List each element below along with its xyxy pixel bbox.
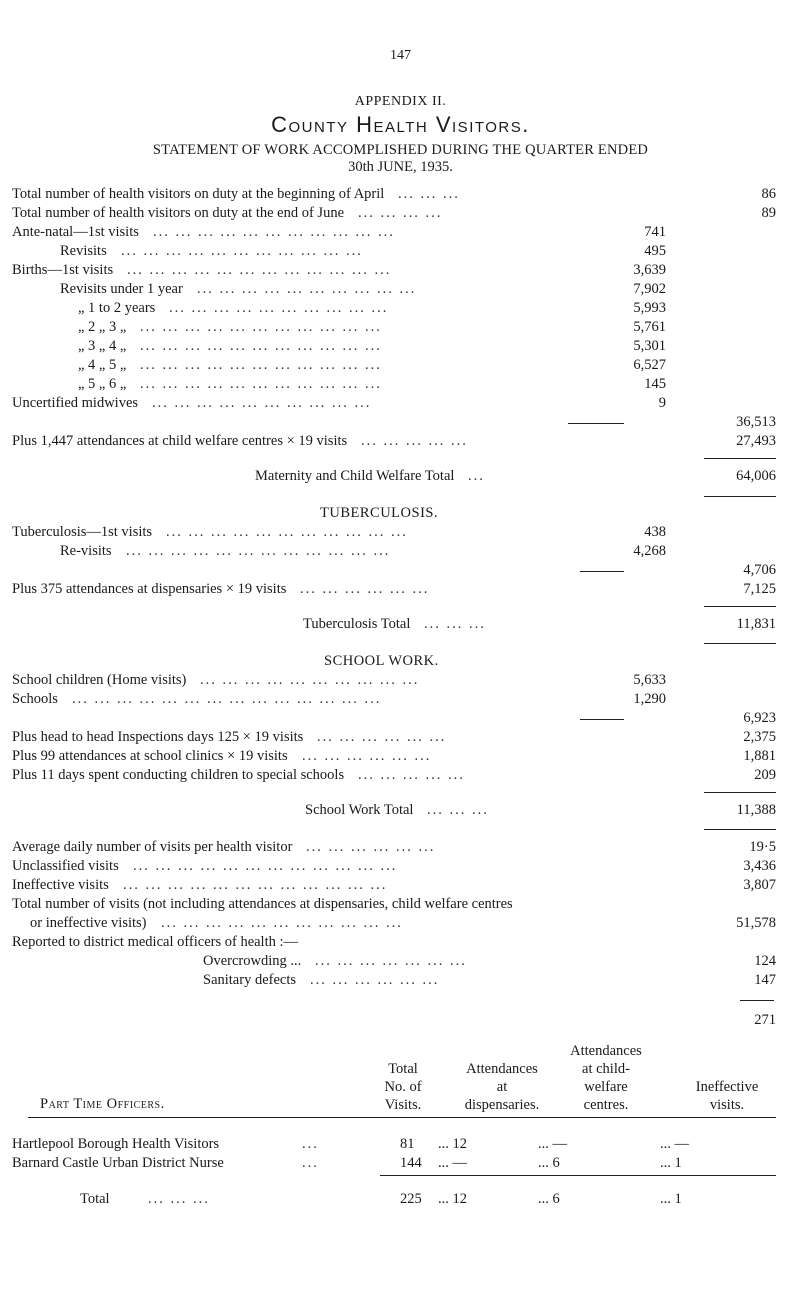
total-value: 27,493: [736, 433, 776, 449]
total-value: 147: [754, 972, 776, 988]
total-value: 89: [761, 205, 776, 221]
row-label: Schools: [12, 691, 58, 707]
row-label: Sanitary defects: [203, 972, 297, 988]
row-label: Plus 99 attendances at school clinics × 19 visits: [12, 748, 288, 764]
total-value: 3,436: [743, 858, 776, 874]
row-label: „ 5 „ 6 „: [78, 376, 127, 392]
table-cell: ... 12: [438, 1191, 467, 1207]
dot-leader: ... ... ... ... ... ...: [306, 839, 436, 855]
table-row-name: Barnard Castle Urban District Nurse: [12, 1155, 224, 1171]
row-label: Overcrowding ...: [203, 953, 302, 969]
dot-leader: ... ... ... ... ... ...: [300, 581, 430, 597]
row-label: Reported to district medical officers of health :—: [12, 934, 299, 950]
total-value: 209: [754, 767, 776, 783]
total-value: 19·5: [749, 839, 776, 855]
row-label: Revisits: [60, 243, 107, 259]
table-column-header: Ineffective visits.: [695, 1079, 759, 1113]
total-value: 11,831: [736, 616, 776, 632]
row-label: Total number of visits (not including attendances at dispensaries, child welfare centres: [12, 896, 513, 912]
row-label: Tuberculosis Total: [303, 616, 411, 632]
dot-leader: ... ... ... ... ... ... ... ... ... ... ...: [153, 224, 395, 240]
table-cell: ... 1: [660, 1155, 682, 1171]
total-value: 1,881: [743, 748, 776, 764]
section-heading: TUBERCULOSIS.: [320, 505, 439, 521]
table-cell: 225: [400, 1191, 422, 1207]
dot-leader: ... ... ... ... ... ...: [310, 972, 440, 988]
subcount-value: 145: [644, 376, 666, 392]
row-label: Total number of health visitors on duty at the beginning of April: [12, 186, 385, 202]
row-label: Revisits under 1 year: [60, 281, 183, 297]
dot-leader: ... ... ...: [148, 1191, 210, 1207]
dot-leader: ... ... ...: [398, 186, 460, 202]
subcount-value: 5,633: [633, 672, 666, 688]
table-cell: ... 1: [660, 1191, 682, 1207]
row-label: Re-visits: [60, 543, 112, 559]
dot-leader: ...: [468, 468, 485, 484]
dot-leader: ... ... ... ... ... ...: [317, 729, 447, 745]
dot-leader: ... ... ...: [424, 616, 486, 632]
table-cell: 81: [400, 1136, 415, 1152]
dot-leader: ... ... ... ... ... ...: [302, 748, 432, 764]
subcount-value: 1,290: [633, 691, 666, 707]
table-cell: ... —: [438, 1155, 467, 1171]
subcount-value: 5,301: [633, 338, 666, 354]
subcount-value: 495: [644, 243, 666, 259]
row-label: or ineffective visits): [30, 915, 147, 931]
total-rule: [704, 643, 776, 644]
statement-heading: STATEMENT OF WORK ACCOMPLISHED DURING THE QUARTER ENDED: [152, 142, 649, 158]
row-label: Plus 375 attendances at dispensaries × 19 visits: [12, 581, 287, 597]
dot-leader: ... ... ... ... ... ... ... ... ... ... ...: [140, 357, 382, 373]
dot-leader: ... ... ...: [427, 802, 489, 818]
total-value: 36,513: [736, 414, 776, 430]
subcount-value: 9: [658, 395, 666, 411]
row-label: Births—1st visits: [12, 262, 114, 278]
row-label: Average daily number of visits per health visitor: [12, 839, 293, 855]
dot-leader: ... ... ... ... ...: [358, 767, 465, 783]
row-label: Unclassified visits: [12, 858, 119, 874]
subcount-value: 3,639: [633, 262, 666, 278]
total-value: 7,125: [743, 581, 776, 597]
row-label: Maternity and Child Welfare Total: [255, 468, 455, 484]
subcount-value: 4,268: [633, 543, 666, 559]
dot-leader: ... ... ... ... ... ... ... ... ... ...: [169, 300, 389, 316]
total-value: 2,375: [743, 729, 776, 745]
subcount-value: 438: [644, 524, 666, 540]
subcount-value: 7,902: [633, 281, 666, 297]
row-label: Plus head to head Inspections days 125 × 19 visits: [12, 729, 304, 745]
row-label: „ 2 „ 3 „: [78, 319, 127, 335]
dot-leader: ... ... ... ... ... ... ... ... ... ... ...: [140, 338, 382, 354]
total-value: 6,923: [743, 710, 776, 726]
table-total-rule: [380, 1175, 776, 1176]
total-rule: [704, 606, 776, 607]
page-title: County Health Visitors.: [271, 112, 530, 137]
dot-leader: ...: [302, 1136, 319, 1152]
dot-leader: ... ... ... ... ... ... ... ... ... ... ... ...: [123, 877, 388, 893]
row-label: Total number of health visitors on duty at the end of June: [12, 205, 345, 221]
subtotal-dash: [568, 423, 624, 424]
subcount-value: 5,761: [633, 319, 666, 335]
row-label: „ 1 to 2 years: [78, 300, 156, 316]
total-rule: [704, 458, 776, 459]
dot-leader: ... ... ... ... ... ... ... ... ... ... ... ... ... ...: [72, 691, 382, 707]
table-cell: ... 12: [438, 1136, 467, 1152]
section-heading: SCHOOL WORK.: [324, 653, 439, 669]
table-cell: ... —: [538, 1136, 567, 1152]
total-value: 3,807: [743, 877, 776, 893]
total-rule: [704, 792, 776, 793]
table-cell: 144: [400, 1155, 422, 1171]
total-value: 11,388: [736, 802, 776, 818]
row-label: „ 3 „ 4 „: [78, 338, 127, 354]
subcount-value: 5,993: [633, 300, 666, 316]
total-rule: [704, 496, 776, 497]
dot-leader: ... ... ... ... ... ... ... ... ... ... ... ...: [133, 858, 398, 874]
table-cell: ... 6: [538, 1191, 560, 1207]
dot-leader: ... ... ... ... ... ... ... ... ... ...: [197, 281, 417, 297]
total-value: 64,006: [736, 468, 776, 484]
dot-leader: ... ... ... ... ... ... ... ... ... ... ...: [140, 376, 382, 392]
total-rule: [704, 829, 776, 830]
dot-leader: ... ... ... ... ... ... ...: [315, 953, 467, 969]
table-column-header: Attendances at child- welfare centres.: [570, 1043, 642, 1113]
table-column-header: Total No. of Visits.: [384, 1061, 422, 1113]
total-value: 86: [761, 186, 776, 202]
subtotal-dash: [580, 571, 624, 572]
table-stub-header: Part Time Officers.: [40, 1096, 165, 1112]
total-rule: [740, 1000, 774, 1001]
table-header-rule: [28, 1117, 776, 1118]
dot-leader: ... ... ... ... ... ... ... ... ... ... ... ...: [126, 543, 391, 559]
total-value: 124: [754, 953, 776, 969]
dot-leader: ...: [302, 1155, 319, 1171]
dot-leader: ... ... ... ... ... ... ... ... ... ... ...: [140, 319, 382, 335]
total-value: 51,578: [736, 915, 776, 931]
row-label: Plus 1,447 attendances at child welfare centres × 19 visits: [12, 433, 348, 449]
dot-leader: ... ... ... ... ... ... ... ... ... ...: [200, 672, 420, 688]
subcount-value: 6,527: [633, 357, 666, 373]
dot-leader: ... ... ... ...: [358, 205, 443, 221]
table-column-header: Attendances at dispensaries.: [464, 1061, 540, 1113]
total-value: 271: [754, 1012, 776, 1028]
table-cell: ... 6: [538, 1155, 560, 1171]
page-number: 147: [390, 48, 411, 63]
table-row-name: Hartlepool Borough Health Visitors: [12, 1136, 220, 1152]
appendix-heading: APPENDIX II.: [354, 94, 447, 109]
dot-leader: ... ... ... ... ... ... ... ... ... ... ... ...: [127, 262, 392, 278]
row-label: School children (Home visits): [12, 672, 187, 688]
dot-leader: ... ... ... ... ... ... ... ... ... ...: [152, 395, 372, 411]
statement-date: 30th JUNE, 1935.: [348, 159, 453, 175]
row-label: Ante-natal—1st visits: [12, 224, 139, 240]
dot-leader: ... ... ... ... ... ... ... ... ... ... ...: [161, 915, 403, 931]
subtotal-dash: [580, 719, 624, 720]
table-row-name: Total: [80, 1191, 110, 1207]
total-value: 4,706: [743, 562, 776, 578]
row-label: Ineffective visits: [12, 877, 109, 893]
subcount-value: 741: [644, 224, 666, 240]
row-label: Plus 11 days spent conducting children to special schools: [12, 767, 345, 783]
dot-leader: ... ... ... ... ... ... ... ... ... ... ...: [166, 524, 408, 540]
table-cell: ... —: [660, 1136, 689, 1152]
row-label: „ 4 „ 5 „: [78, 357, 127, 373]
row-label: Uncertified midwives: [12, 395, 139, 411]
dot-leader: ... ... ... ... ... ... ... ... ... ... ...: [121, 243, 363, 259]
dot-leader: ... ... ... ... ...: [361, 433, 468, 449]
row-label: Tuberculosis—1st visits: [12, 524, 153, 540]
row-label: School Work Total: [305, 802, 414, 818]
